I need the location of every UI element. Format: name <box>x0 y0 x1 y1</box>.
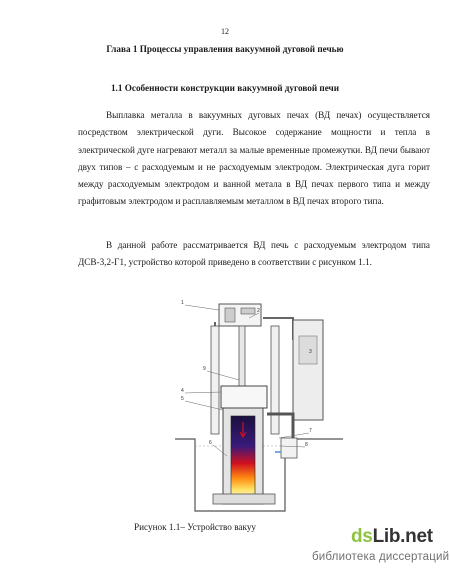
left-column <box>211 326 219 434</box>
fig-label-2: 2 <box>257 308 260 314</box>
fig-label-1: 1 <box>181 300 184 306</box>
furnace-diagram <box>175 296 343 518</box>
body-paragraph-2: В данной работе рассматривается ВД печь с расходуемым электродом типа ДСВ-3,2-Г1, устройство которой приведено в соответствии с рисунком 1.1. <box>78 240 430 268</box>
control-cabinet <box>293 320 323 420</box>
fig-label-7: 7 <box>309 428 312 434</box>
page-number: 12 <box>221 27 229 36</box>
chamber-head <box>221 386 267 408</box>
section-title: 1.1 Особенности конструкции вакуумной дуговой печи <box>110 83 340 93</box>
fig-label-5: 5 <box>181 396 184 402</box>
right-column <box>271 326 279 434</box>
fig-label-3: 3 <box>309 349 312 355</box>
fig-label-4: 4 <box>181 388 184 394</box>
bottom-support <box>213 494 275 504</box>
figure-caption: Рисунок 1.1– Устройство вакуу <box>134 522 257 532</box>
fig-label-6: 6 <box>209 440 212 446</box>
dslib-logo[interactable]: dsLib.net <box>351 526 433 547</box>
fig-label-9: 9 <box>203 366 206 372</box>
chapter-title: Глава 1 Процессы управления вакуумной дуговой печью <box>106 44 344 54</box>
fig-label-8: 8 <box>305 442 308 448</box>
dslib-subtitle: библиотека диссертаций <box>312 551 450 563</box>
body-paragraph-1: Выплавка металла в вакуумных дуговых печах (ВД печах) осуществляется посредством электрической дуги. Высокое содержание мощности и тепла в электрической дуге нагревают металл за малые временные промежутки. ВД печи бывают двух типов – с расходуемым и не расходуемым электродом. Электрическая дуга горит между расходуемым электродом и ванной метала в ВД печах первого типа и между графитовым электродом и расплавляемым металлом в ВД печах второго типа. <box>78 110 430 207</box>
